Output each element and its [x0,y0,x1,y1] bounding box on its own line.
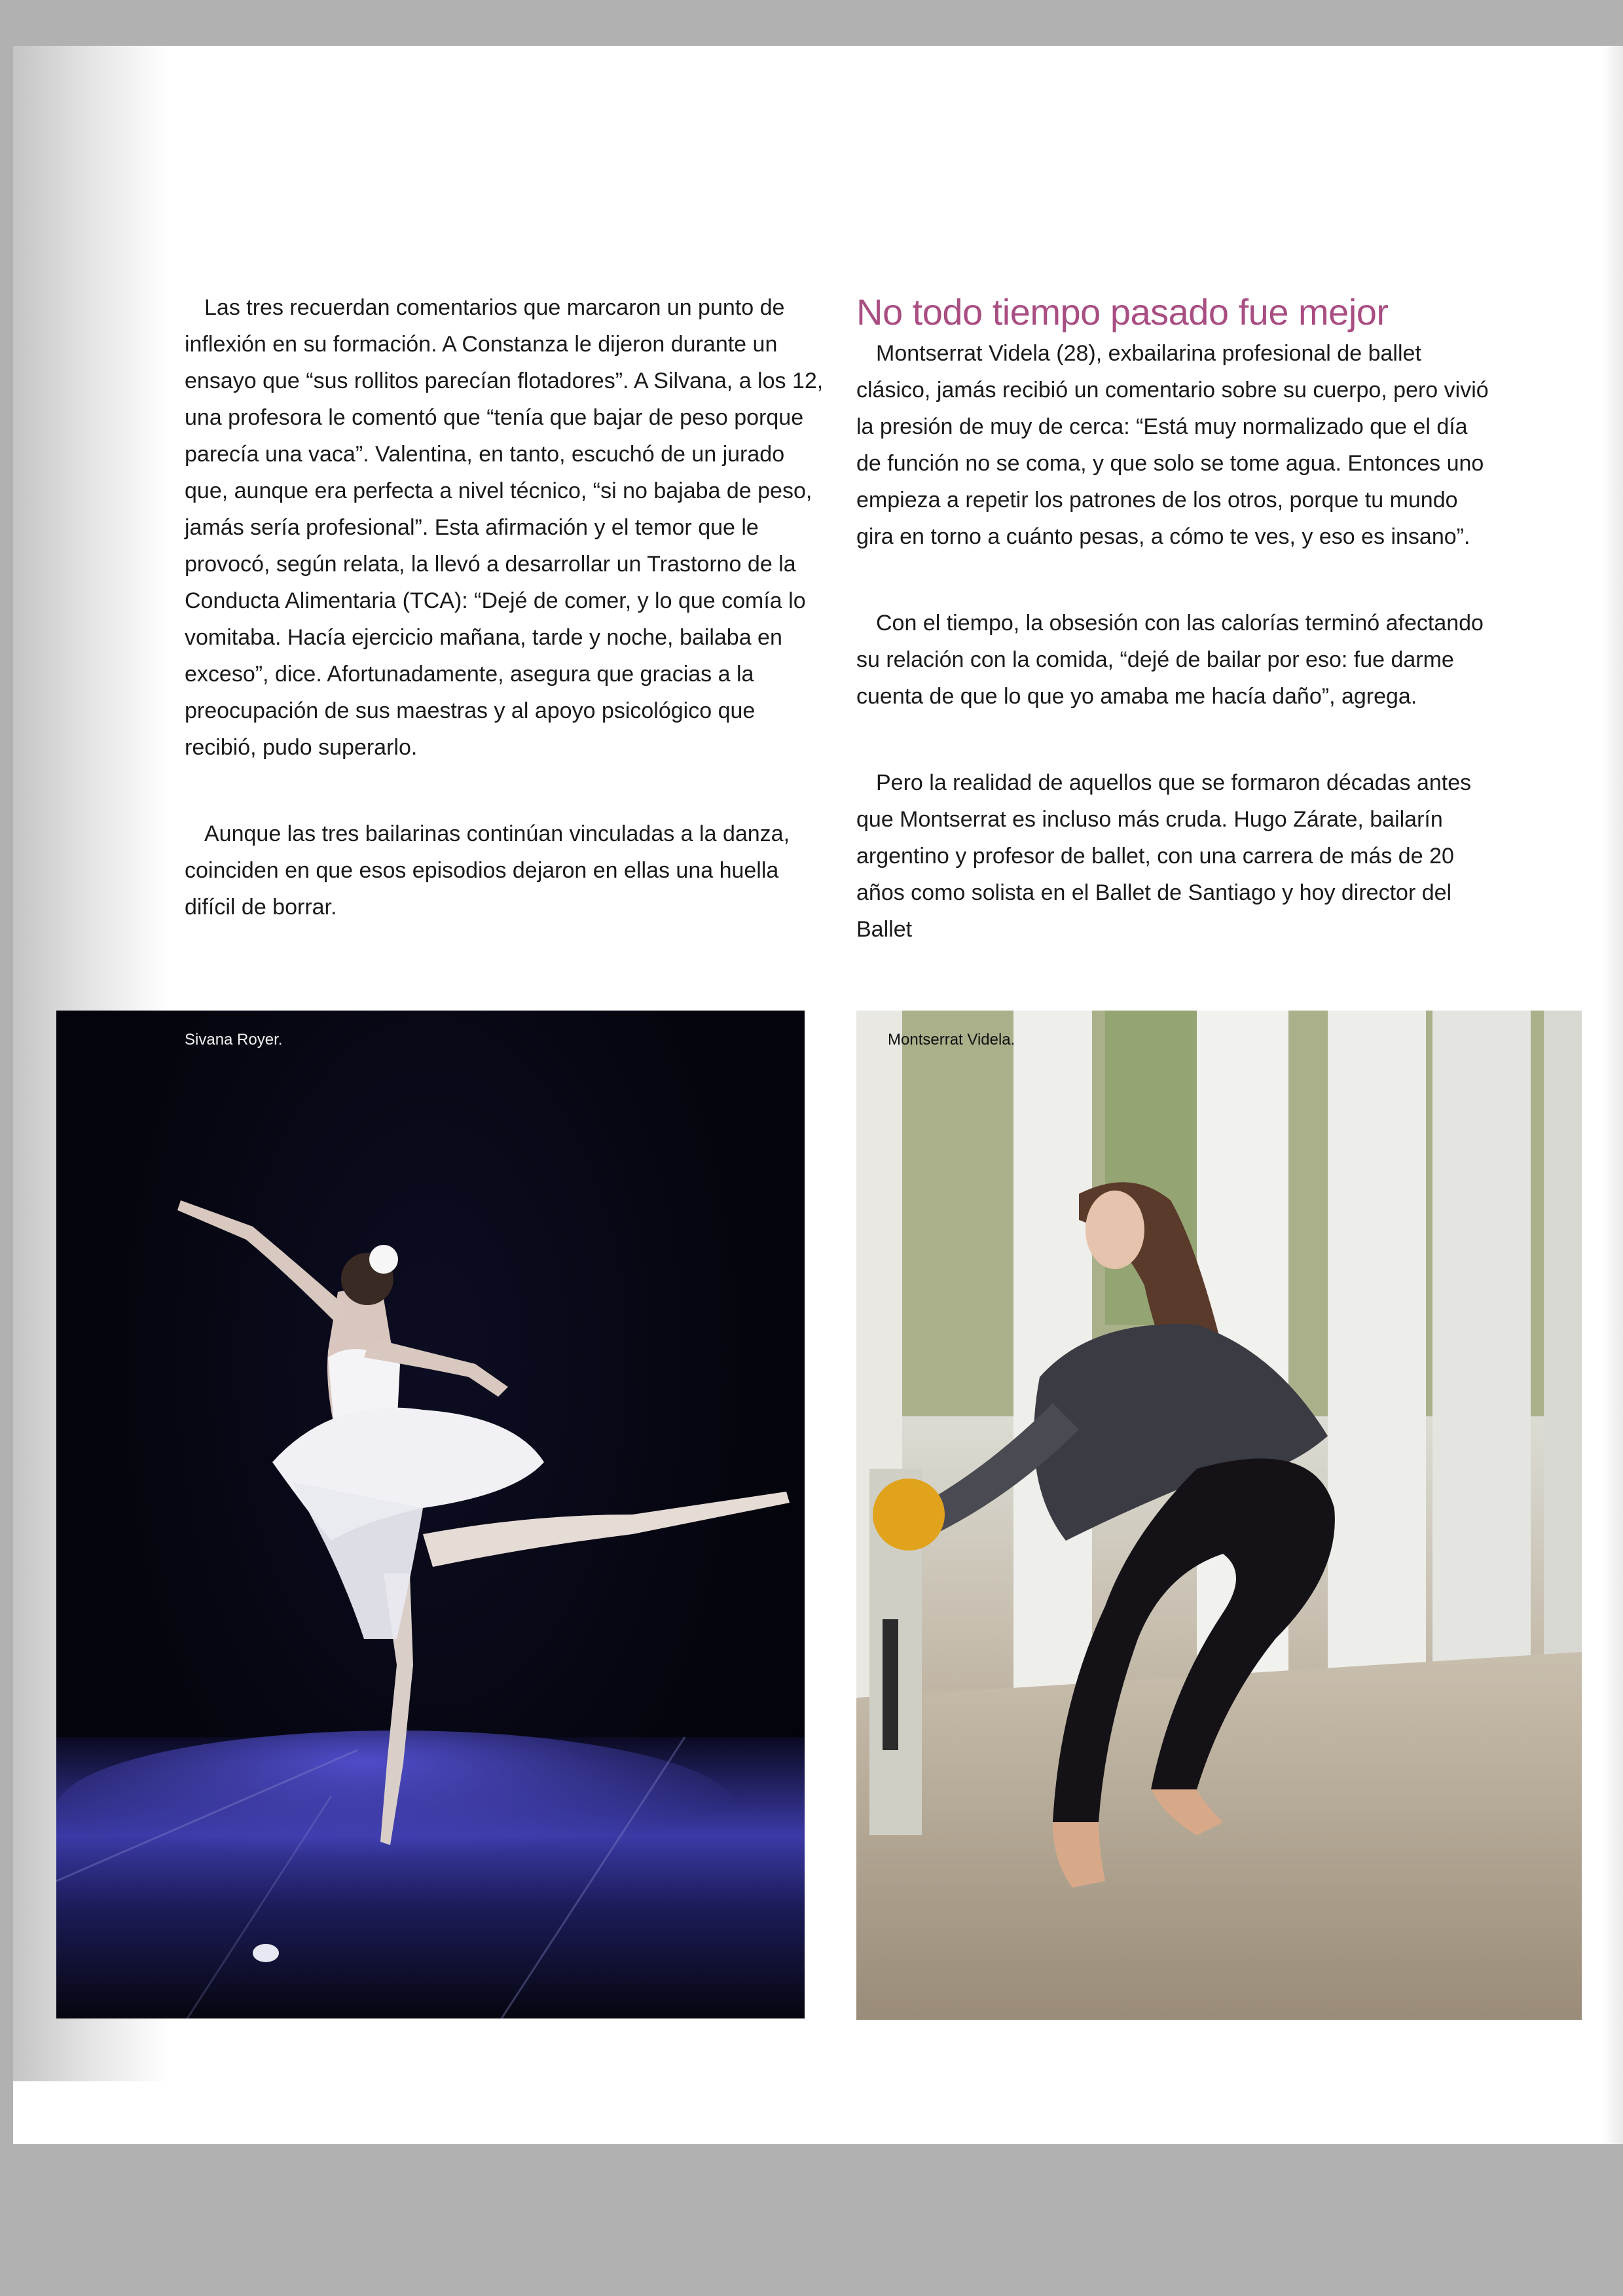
body-paragraph: Pero la realidad de aquellos que se formaron décadas antes que Montserrat es incluso más cruda. Hugo Zárate, bailarín argentino y profesor de ballet, con una carrera de más de 20 años como solista en el Ballet de Santiago y hoy director del Ballet [856,770,1472,942]
photo-caption: Montserrat Videla. [888,1031,1015,1049]
dancer-outdoor-illustration [856,1011,1582,2020]
ballerina-stage-illustration [56,1011,805,2018]
body-paragraph: Montserrat Videla (28), exbailarina profesional de ballet clásico, jamás recibió un comentario sobre su cuerpo, pero vivió la presión de muy de cerca: “Está muy normalizado que el día de función no se coma, y que solo se tome agua. Entonces uno empieza a repetir los patrones de los otros, porque tu mundo gira en torno a cuánto pesas, a cómo te ves, y eso es insano”. [856,341,1489,549]
dancer-outdoor-photo [856,1011,1582,2020]
left-text-column [185,289,826,925]
body-paragraph: Con el tiempo, la obsesión con las calorías terminó afectando su relación con la comida, “dejé de bailar por eso: fue darme cuenta de que lo que yo amaba me hacía daño”, agrega. [856,611,1484,709]
photo-caption: Sivana Royer. [185,1031,283,1049]
body-paragraph: Las tres recuerdan comentarios que marcaron un punto de inflexión en su formación. A Constanza le dijeron durante un ensayo que “sus rollitos parecían flotadores”. A Silvana, a los 12, una profesora le comentó que “tenía que bajar de peso porque parecía una vaca”. Valentina, en tanto, escuchó de un jurado que, aunque era perfecta a nivel técnico, “si no bajaba de peso, jamás sería profesional”. Esta afirmación y el temor que le provocó, según relata, la llevó a desarrollar un Trastorno de la Conducta Alimentaria (TCA): “Dejé de comer, y lo que comía lo vomitaba. Hacía ejercicio mañana, tarde y noche, bailaba en exceso”, dice. Afortunadamente, asegura que gracias a la preocupación de sus maestras y al apoyo psicológico que recibió, pudo superarlo. [185,295,824,760]
ballerina-stage-photo [56,1011,805,2018]
page-edge-shadow-right [1602,46,1623,2144]
section-heading: No todo tiempo pasado fue mejor [856,291,1389,332]
body-paragraph: Aunque las tres bailarinas continúan vinculadas a la danza, coinciden en que esos episodios dejaron en ellas una huella difícil de borrar. [185,821,790,920]
magazine-page [13,46,1623,2144]
right-text-column [856,289,1498,948]
